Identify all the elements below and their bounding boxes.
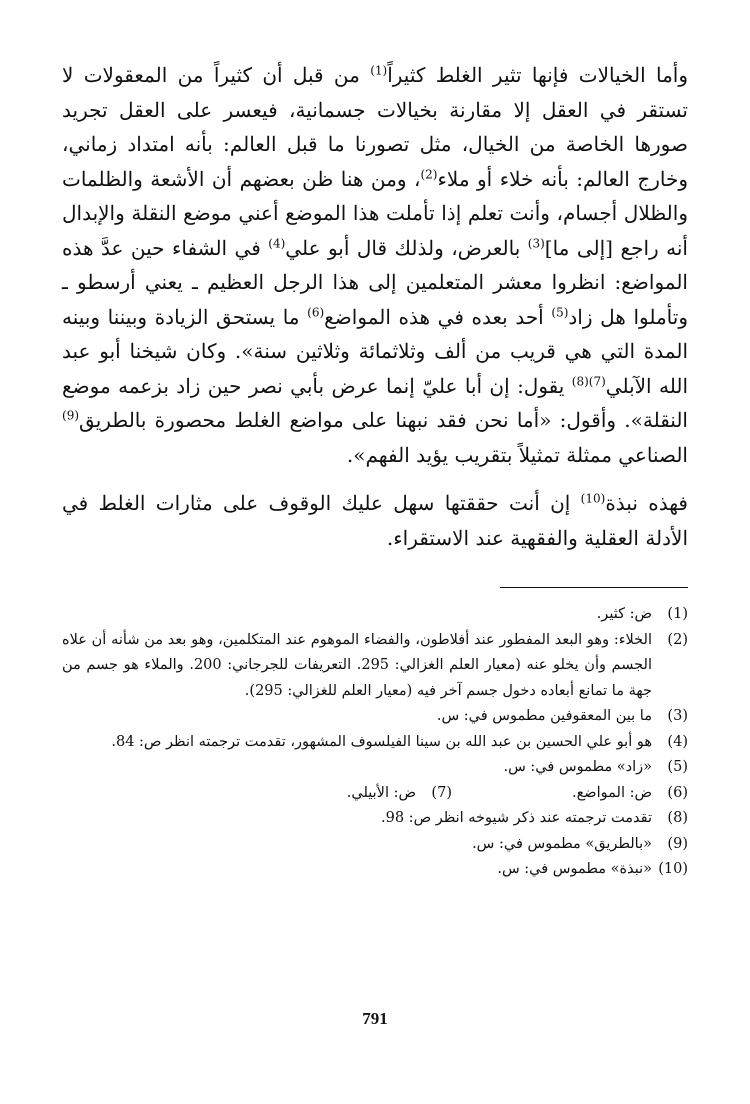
footnote: [62, 704, 688, 730]
text-run: بالعرض، ولذلك قال أبو علي: [285, 235, 528, 260]
footnote-text: هو أبو علي الحسين بن عبد الله بن سينا الفيلسوف المشهور، تقدمت ترجمته انظر ص: 84.: [111, 733, 652, 750]
text-run: وأما الخيالات فإنها تثير الغلط كثيراً: [387, 63, 689, 87]
text-run: إن أنت حققتها سهل عليك الوقوف على مثارات الغلط في الأدلة العقلية والفقهية عند الاستقراء.: [62, 491, 688, 550]
text-run: الصناعي ممثلة تمثيلاً بتقريب يؤيد الفهم».: [346, 442, 688, 467]
footnote-ref-3[interactable]: (3): [527, 235, 545, 250]
footnote-text: «زاد» مطموس في: س.: [503, 759, 652, 775]
text-run: فهذه نبذة: [605, 491, 688, 515]
text-run: أحد بعده في هذه المواضع: [324, 304, 552, 329]
footnote: [62, 602, 688, 628]
footnote-ref-1[interactable]: (1): [370, 63, 388, 78]
footnote: [62, 806, 688, 832]
footnote-text: [62, 781, 652, 807]
paragraph-1: [62, 58, 688, 472]
footnote: [62, 628, 688, 705]
footnote-text: تقدمت ترجمته عند ذكر شيوخه انظر ص: 98.: [381, 810, 652, 826]
footnote-ref-6[interactable]: (6): [307, 304, 325, 319]
footnote-separator: [500, 587, 688, 588]
footnote-ref-9[interactable]: (9): [62, 408, 80, 423]
footnote: [62, 832, 688, 858]
footnote-ref-7-8[interactable]: (7)(8): [571, 373, 606, 388]
footnote-text: ض: كثير.: [596, 606, 652, 622]
footnote-text: ما بين المعقوفين مطموس في: س.: [436, 708, 652, 724]
footnotes: [62, 602, 688, 883]
footnote-ref-10[interactable]: (10): [580, 491, 606, 506]
page-number: 791: [362, 1009, 388, 1028]
footnote-text: الخلاء: وهو البعد المفطور عند أفلاطون، والفضاء الموهوم عند المتكلمين، وهو بعد من شأنه أن علاه الجسم وأن يخلو عنه (معيار العلم الغزالي: 295. التعريفات للجرجاني: 200. والملاء هو جسم من جهة ما تمانع أبعاده دخول جسم آخر فيه (معيار العلم للغزالي: 295).: [62, 631, 652, 699]
footnote-number: (9): [667, 835, 688, 852]
footnote-number: (4): [667, 733, 688, 750]
footnote: [62, 857, 688, 883]
footnote-number: (6): [667, 784, 688, 801]
footnote-text-part: ض: المواضع.: [571, 784, 652, 801]
footnote-number: (7): [431, 784, 452, 801]
text-run: ، ومن هنا ظن بعضهم أن الأشعة والظلمات والظلال أجسام، وأنت تعلم إذا تأملت هذا الموضع أعني موضع النقلة والإبدال أنه راجع [إلى ما]: [62, 166, 688, 260]
footnote-number: (3): [667, 708, 688, 724]
footnote: [62, 755, 688, 781]
footnote-text-part: ض: الأبيلي.: [346, 784, 416, 801]
footnote-number: (1): [667, 606, 688, 622]
footnote-ref-2[interactable]: (2): [420, 166, 438, 181]
footnote: [62, 781, 688, 807]
footnote-number: (8): [667, 810, 688, 826]
footnote-ref-4[interactable]: (4): [268, 235, 286, 250]
text-run: ما يستحق الزيادة وبيننا وبينه المدة التي هي قريب من ألف وثلاثمائة وثلاثين سنة». وكان شيخنا أبو عبد الله الآبلي: [62, 304, 689, 398]
book-page: [62, 58, 688, 883]
main-text: [62, 58, 688, 555]
footnote-ref-5[interactable]: (5): [551, 304, 569, 319]
text-run: في الشفاء حين عدَّ هذه المواضع: انظروا معشر المتعلمين إلى هذا الرجل العظيم ـ يعني أرسطو ـ وتأملوا هل زاد: [62, 235, 688, 329]
footnote-number: (10): [658, 861, 688, 877]
footnote-text: «بالطريق» مطموس في: س.: [472, 835, 652, 852]
text-run: يقول: إن أبا عليّ إنما عرض بأبي نصر حين زاد بزعمه موضع النقلة». وأقول: «أما نحن فقد نبهنا على مواضع الغلط محصورة بالطريق: [62, 373, 688, 432]
footnote-number: (5): [667, 759, 688, 775]
footnote-text: «نبذة» مطموس في: س.: [497, 861, 652, 877]
footnote: [62, 730, 688, 756]
text-run: من قبل أن كثيراً من المعقولات لا تستقر في العقل إلا مقارنة بخيالات جسمانية، فيعسر على العقل تجريد صورها الخاصة من الخيال، مثل تصورنا ما قبل العالم: بأنه امتداد زماني، وخارج العالم: بأنه خلاء أو ملاء: [62, 63, 689, 191]
paragraph-2: [62, 486, 688, 555]
footnote-number: (2): [667, 631, 688, 648]
